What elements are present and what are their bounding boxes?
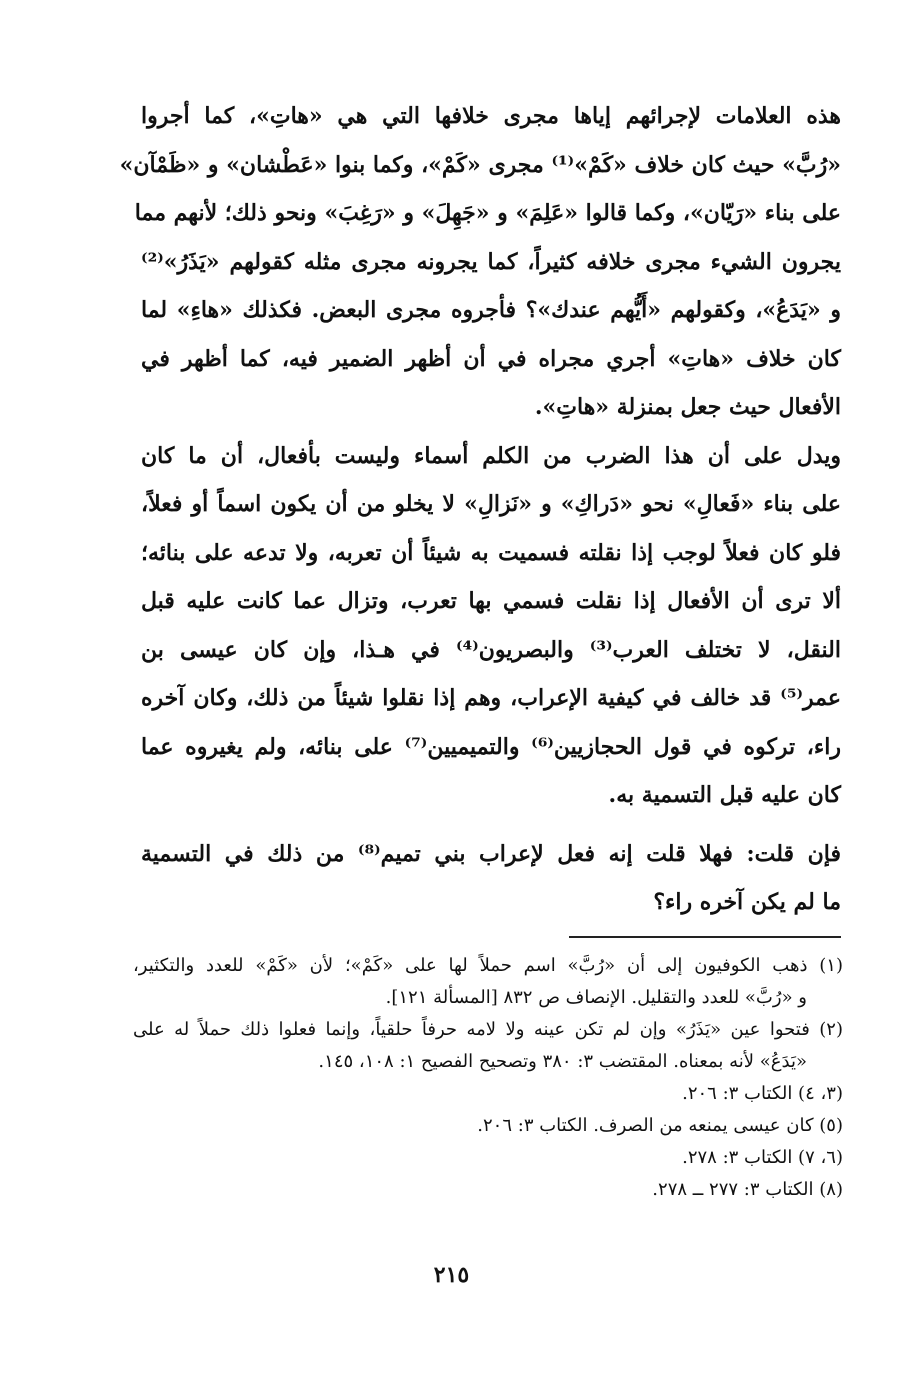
- footnotes: [133, 950, 843, 1206]
- footnote-line: (٢) فتحوا عين «يَذَرُ» وإن لم تكن عينه ولا لامه حرفاً حلقياً، وإنما فعلوا ذلك حملاً له على: [133, 1019, 843, 1040]
- body-line: عمر⁽⁵⁾ قد خالف في كيفية الإعراب، وهم إذا نقلوا شيئاً من ذلك، وكان آخره: [141, 685, 841, 711]
- body-line: الأفعال حيث جعل بمنزلة «هاتِ».: [534, 394, 841, 420]
- body-line: فإن قلت: فهلا قلت إنه فعل لإعراب بني تميم⁽⁸⁾ من ذلك في التسمية: [141, 840, 841, 867]
- footnote-line: (٣، ٤) الكتاب ٣: ٢٠٦.: [682, 1083, 843, 1104]
- body-line: و «يَدَعُ»، وكقولهم «أَيُّهم عندك»؟ فأجروه مجرى البعض. فكذلك «هاءِ» لما: [141, 297, 841, 323]
- body-line: هذه العلامات لإجرائهم إياها مجرى خلافها التي هي «هاتِ»، كما أجروا: [141, 103, 841, 129]
- body-line: يجرون الشيء مجرى خلافه كثيراً، كما يجرونه مجرى مثله كقولهم «يَذَرُ»⁽²⁾: [141, 248, 841, 275]
- body-line: النقل، لا تختلف العرب⁽³⁾ والبصريون⁽⁴⁾ في هـذا، وإن كان عيسى بن: [141, 636, 841, 663]
- body-line: على بناء «فَعالِ» نحو «دَراكِ» و «نَزالِ» لا يخلو من أن يكون اسماً أو فعلاً،: [141, 491, 841, 517]
- body-line: كان عليه قبل التسمية به.: [608, 782, 841, 808]
- footnote-line: (٥) كان عيسى يمنعه من الصرف. الكتاب ٣: ٢٠٦.: [477, 1115, 843, 1136]
- footnote-line: (١) ذهب الكوفيون إلى أن «رُبَّ» اسم حملاً لها على «كَمْ»؛ لأن «كَمْ» للعدد والتكثير،: [133, 955, 843, 976]
- body-line: «رُبَّ» حيث كان خلاف «كَمْ»⁽¹⁾ مجرى «كَمْ»، وكما بنوا «عَطْشان» و «ظَمْآن»: [119, 151, 841, 178]
- paragraph-gap: [141, 820, 841, 830]
- footnote-line: (٨) الكتاب ٣: ٢٧٧ ــ ٢٧٨.: [652, 1179, 843, 1200]
- body-line: ويدل على أن هذا الضرب من الكلم أسماء وليست بأفعال، أن ما كان: [141, 442, 841, 469]
- body-line: على بناء «رَيّان»، وكما قالوا «عَلِمَ» و «جَهِلَ» و «رَغِبَ» ونحو ذلك؛ لأنهم مما: [134, 200, 841, 226]
- main-text: [119, 92, 841, 927]
- footnote-separator: [569, 936, 841, 938]
- body-line: ما لم يكن آخره راء؟: [653, 889, 841, 915]
- body-line: كان خلاف «هاتِ» أجري مجراه في أن أظهر الضمير فيه، كما أظهر في: [141, 345, 841, 372]
- body-line: ألا ترى أن الأفعال إذا نقلت فسمي بها تعرب، وتزال عما كانت عليه قبل: [141, 588, 841, 614]
- footnote-line: و «رُبَّ» للعدد والتقليل. الإنصاف ص ٨٣٢ [المسألة ١٢١].: [385, 987, 807, 1008]
- page-number: ٢١٥: [433, 1262, 470, 1288]
- footnote-line: (٦، ٧) الكتاب ٣: ٢٧٨.: [682, 1147, 843, 1168]
- body-line: فلو كان فعلاً لوجب إذا نقلته فسميت به شيئاً أن تعربه، ولا تدعه على بنائه؛: [141, 539, 841, 566]
- footnote-line: «يَدَعُ» لأنه بمعناه. المقتضب ٣: ٣٨٠ وتصحيح الفصيح ١: ١٠٨، ١٤٥.: [318, 1051, 807, 1072]
- body-line: راء، تركوه في قول الحجازيين⁽⁶⁾ والتميميين⁽⁷⁾ على بنائه، ولم يغيروه عما: [141, 733, 841, 760]
